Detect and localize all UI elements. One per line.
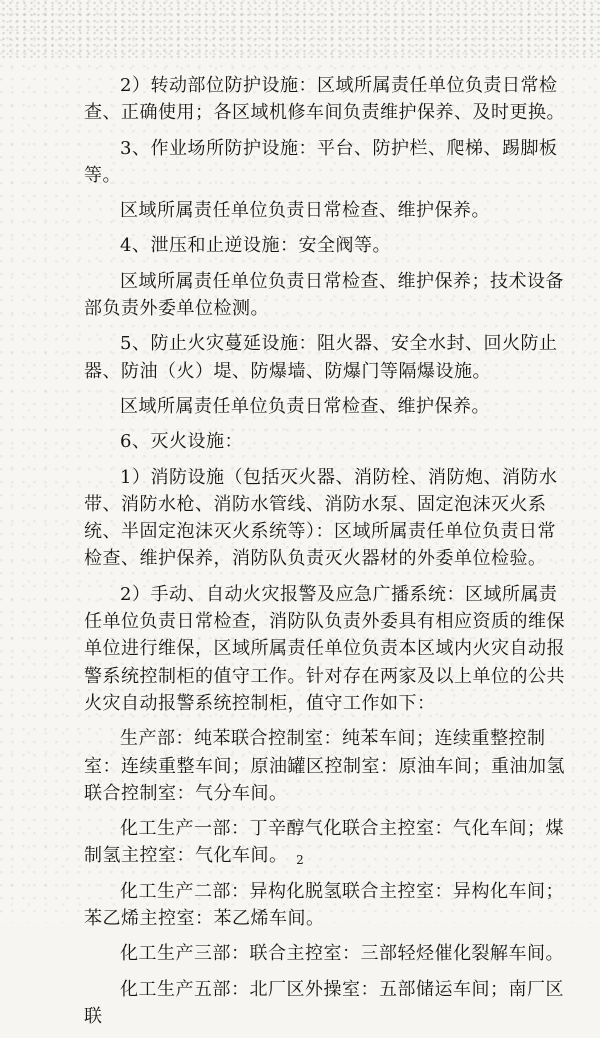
paragraph-fire-facilities: 1）消防设施（包括灭火器、消防栓、消防炮、消防水带、消防水枪、消防水管线、消防水泵、固定泡沫灭火系统、半固定泡沫灭火系统等）：区域所属责任单位负责日常检查、维护保养，消防队负责灭火器材的外委单位检验。 <box>84 466 558 570</box>
scan-noise-top <box>0 0 600 58</box>
paragraph-chemical-dept-three: 化工生产三部：联合主控室：三部轻烃催化裂解车间。 <box>120 943 564 965</box>
paragraph-fire-spread-prevention: 5、防止火灾蔓延设施：阻火器、安全水封、回火防止器、防油（火）堤、防爆墙、防爆门等隔爆设施。 <box>84 333 558 382</box>
paragraph-production-department: 生产部：纯苯联合控制室：纯苯车间；连续重整控制室：连续重整车间；原油罐区控制室：原油车间；重油加氢联合控制室：气分车间。 <box>84 728 565 804</box>
paragraph-chemical-dept-two: 化工生产二部：异构化脱氢联合主控室：异构化车间；苯乙烯主控室：苯乙烯车间。 <box>84 880 564 930</box>
paragraph-fire-spread-responsibility: 区域所属责任单位负责日常检查、维护保养。 <box>120 395 490 417</box>
paragraph-fire-alarm-system: 2）手动、自动火灾报警及应急广播系统：区域所属责任单位负责日常检查，消防队负责外委具有相应资质的维保单位进行维保，区域所属责任单位负责本区域内火灾自动报警系统控制柜的值守工作。针对存在两家及以上单位的公共火灾自动报警系统控制柜，值守工作如下： <box>84 583 565 714</box>
paragraph-workplace-protection: 3、作业场所防护设施：平台、防护栏、爬梯、踢脚板等。 <box>84 137 558 186</box>
paragraph-chemical-dept-five: 化工生产五部：北厂区外操室：五部储运车间；南厂区联 <box>84 978 564 1027</box>
paragraph-workplace-responsibility: 区域所属责任单位负责日常检查、维护保养。 <box>120 200 490 222</box>
paragraph-pressure-relief-responsibility: 区域所属责任单位负责日常检查、维护保养；技术设备部负责外委单位检测。 <box>84 270 564 320</box>
paragraph-pressure-relief: 4、泄压和止逆设施：安全阀等。 <box>120 235 391 257</box>
paragraph-chemical-dept-one: 化工生产一部：丁辛醇气化联合主控室：气化车间；煤制氢主控室：气化车间。 <box>84 818 564 867</box>
document-body <box>84 72 570 1038</box>
paragraph-rotating-parts: 2）转动部位防护设施：区域所属责任单位负责日常检查、正确使用；各区域机修车间负责维护保养、及时更换。 <box>84 75 565 124</box>
paragraph-fire-extinguishing-heading: 6、灭火设施： <box>120 431 243 453</box>
page-number: 2 <box>296 853 304 867</box>
